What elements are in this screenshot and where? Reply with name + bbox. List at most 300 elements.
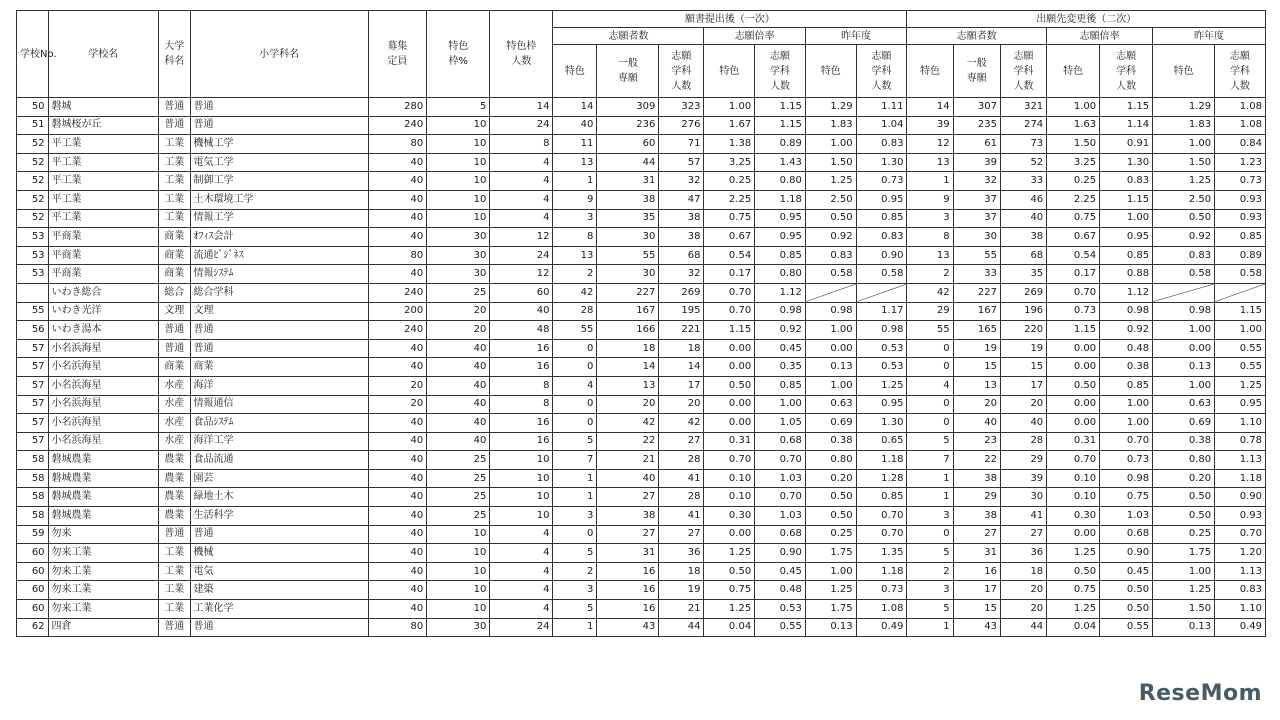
cell-name: 平工業 xyxy=(48,190,158,209)
cell-l1-blank xyxy=(805,283,856,302)
cell-m1: 1.83 xyxy=(1153,116,1215,135)
cell-a2: 13 xyxy=(597,376,659,395)
cell-dept: 商業 xyxy=(159,358,191,377)
cell-a3: 32 xyxy=(659,172,704,191)
cell-sp: 8 xyxy=(490,135,553,154)
cell-l2: 0.85 xyxy=(856,209,907,228)
cell-b1: 5 xyxy=(907,544,953,563)
cell-a1: 5 xyxy=(553,544,597,563)
table-row xyxy=(17,265,1266,284)
cell-m2: 0.58 xyxy=(1215,265,1266,284)
cell-m1: 1.29 xyxy=(1153,98,1215,117)
cell-r1: 0.30 xyxy=(704,507,755,526)
table-row xyxy=(17,395,1266,414)
cell-a3: 38 xyxy=(659,228,704,247)
table-row xyxy=(17,618,1266,637)
cell-m1: 0.20 xyxy=(1153,469,1215,488)
header-last-year-2: 昨年度 xyxy=(1153,28,1266,45)
cell-b2: 16 xyxy=(953,562,1000,581)
header-school-name: 学校名 xyxy=(48,11,158,98)
cell-m2: 0.55 xyxy=(1215,358,1266,377)
header-special-count: 特色枠 人数 xyxy=(490,11,553,98)
cell-sp: 16 xyxy=(490,358,553,377)
cell-m2: 0.93 xyxy=(1215,507,1266,526)
cell-a1: 9 xyxy=(553,190,597,209)
header-capacity: 募集 定員 xyxy=(368,11,427,98)
cell-a2: 27 xyxy=(597,488,659,507)
cell-s2: 0.73 xyxy=(1100,451,1153,470)
cell-m1: 0.50 xyxy=(1153,507,1215,526)
header-total: 志願 学科 人数 xyxy=(755,45,806,98)
cell-pct: 10 xyxy=(427,581,490,600)
cell-sp: 4 xyxy=(490,544,553,563)
cell-r2: 0.80 xyxy=(755,265,806,284)
cell-pct: 10 xyxy=(427,135,490,154)
cell-m1: 0.25 xyxy=(1153,525,1215,544)
cell-b2: 17 xyxy=(953,581,1000,600)
cell-s1: 0.75 xyxy=(1047,581,1100,600)
cell-m1: 1.00 xyxy=(1153,135,1215,154)
cell-r2: 1.15 xyxy=(755,98,806,117)
cell-a3: 195 xyxy=(659,302,704,321)
cell-b1: 5 xyxy=(907,600,953,619)
cell-a2: 16 xyxy=(597,581,659,600)
cell-dept: 農業 xyxy=(159,469,191,488)
table-row xyxy=(17,600,1266,619)
cell-a1: 5 xyxy=(553,600,597,619)
cell-l1: 1.25 xyxy=(805,172,856,191)
cell-s2: 1.15 xyxy=(1100,98,1153,117)
cell-l1: 0.20 xyxy=(805,469,856,488)
cell-s1: 1.00 xyxy=(1047,98,1100,117)
cell-r2: 0.92 xyxy=(755,321,806,340)
cell-pct: 20 xyxy=(427,302,490,321)
cell-a1: 3 xyxy=(553,209,597,228)
cell-b1: 1 xyxy=(907,172,953,191)
cell-course: 電気 xyxy=(190,562,368,581)
table-row xyxy=(17,544,1266,563)
header-ratio-2: 志願倍率 xyxy=(1047,28,1153,45)
cell-m2: 1.25 xyxy=(1215,376,1266,395)
cell-b1: 13 xyxy=(907,153,953,172)
cell-a2: 166 xyxy=(597,321,659,340)
cell-m1: 0.13 xyxy=(1153,618,1215,637)
cell-cap: 240 xyxy=(368,321,427,340)
cell-r1: 0.67 xyxy=(704,228,755,247)
cell-l1: 1.00 xyxy=(805,562,856,581)
cell-m1: 1.00 xyxy=(1153,562,1215,581)
cell-dept: 普通 xyxy=(159,618,191,637)
cell-cap: 40 xyxy=(368,172,427,191)
cell-r2: 0.45 xyxy=(755,339,806,358)
cell-b1: 7 xyxy=(907,451,953,470)
cell-no: 57 xyxy=(17,339,49,358)
cell-l2: 0.83 xyxy=(856,228,907,247)
cell-no: 51 xyxy=(17,116,49,135)
cell-no: 60 xyxy=(17,562,49,581)
cell-a3: 57 xyxy=(659,153,704,172)
cell-no: 62 xyxy=(17,618,49,637)
cell-r2: 1.03 xyxy=(755,469,806,488)
diagonal-slash-icon xyxy=(1215,284,1265,302)
cell-b2: 27 xyxy=(953,525,1000,544)
cell-course: 普通 xyxy=(190,321,368,340)
cell-b2: 227 xyxy=(953,283,1000,302)
cell-m1: 1.50 xyxy=(1153,600,1215,619)
cell-name: 小名浜海星 xyxy=(48,339,158,358)
cell-m2: 0.95 xyxy=(1215,395,1266,414)
cell-a2: 16 xyxy=(597,600,659,619)
cell-s1: 0.70 xyxy=(1047,283,1100,302)
cell-r2: 1.05 xyxy=(755,414,806,433)
cell-l1: 1.50 xyxy=(805,153,856,172)
cell-l2: 0.70 xyxy=(856,525,907,544)
cell-r2: 0.90 xyxy=(755,544,806,563)
cell-a3: 41 xyxy=(659,469,704,488)
cell-r2: 0.68 xyxy=(755,432,806,451)
cell-a1: 13 xyxy=(553,246,597,265)
cell-b3: 274 xyxy=(1000,116,1046,135)
cell-b1: 0 xyxy=(907,525,953,544)
cell-a3: 38 xyxy=(659,209,704,228)
cell-cap: 40 xyxy=(368,507,427,526)
cell-a3: 21 xyxy=(659,600,704,619)
cell-b2: 32 xyxy=(953,172,1000,191)
cell-m2: 1.18 xyxy=(1215,469,1266,488)
cell-a1: 2 xyxy=(553,562,597,581)
cell-a1: 7 xyxy=(553,451,597,470)
cell-name: 磐城 xyxy=(48,98,158,117)
cell-s2: 0.90 xyxy=(1100,544,1153,563)
cell-sp: 10 xyxy=(490,451,553,470)
cell-cap: 40 xyxy=(368,432,427,451)
cell-dept: 普通 xyxy=(159,339,191,358)
cell-a3: 27 xyxy=(659,432,704,451)
cell-m1: 1.50 xyxy=(1153,153,1215,172)
cell-pct: 25 xyxy=(427,283,490,302)
cell-dept: 工業 xyxy=(159,135,191,154)
cell-dept: 農業 xyxy=(159,507,191,526)
cell-m2: 0.73 xyxy=(1215,172,1266,191)
cell-cap: 200 xyxy=(368,302,427,321)
cell-b1: 4 xyxy=(907,376,953,395)
cell-b1: 9 xyxy=(907,190,953,209)
cell-l2: 1.11 xyxy=(856,98,907,117)
cell-dept: 工業 xyxy=(159,209,191,228)
cell-m2: 1.13 xyxy=(1215,562,1266,581)
cell-m1: 0.13 xyxy=(1153,358,1215,377)
cell-l1: 1.00 xyxy=(805,135,856,154)
cell-b3: 17 xyxy=(1000,376,1046,395)
cell-r1: 1.25 xyxy=(704,544,755,563)
cell-l2: 0.95 xyxy=(856,395,907,414)
cell-r2: 0.85 xyxy=(755,376,806,395)
cell-name: 勿来工業 xyxy=(48,581,158,600)
cell-b2: 235 xyxy=(953,116,1000,135)
table-row xyxy=(17,469,1266,488)
cell-name: 平工業 xyxy=(48,153,158,172)
cell-name: 平商業 xyxy=(48,228,158,247)
cell-no: 52 xyxy=(17,190,49,209)
cell-s1: 0.67 xyxy=(1047,228,1100,247)
cell-dept: 普通 xyxy=(159,525,191,544)
cell-r2: 1.15 xyxy=(755,116,806,135)
cell-l1: 0.13 xyxy=(805,358,856,377)
cell-dept: 普通 xyxy=(159,116,191,135)
cell-l2: 1.18 xyxy=(856,451,907,470)
cell-l2: 0.73 xyxy=(856,581,907,600)
cell-r1: 0.75 xyxy=(704,209,755,228)
cell-sp: 10 xyxy=(490,507,553,526)
cell-a2: 30 xyxy=(597,265,659,284)
cell-sp: 24 xyxy=(490,116,553,135)
cell-r1: 0.50 xyxy=(704,376,755,395)
cell-r2: 0.98 xyxy=(755,302,806,321)
cell-name: 勿来工業 xyxy=(48,600,158,619)
header-course: 小学科名 xyxy=(190,11,368,98)
cell-r1: 3.25 xyxy=(704,153,755,172)
header-total: 志願 学科 人数 xyxy=(856,45,907,98)
cell-b3: 68 xyxy=(1000,246,1046,265)
header-univ-dept: 大学 科名 xyxy=(159,11,191,98)
cell-l2: 0.85 xyxy=(856,488,907,507)
cell-b3: 28 xyxy=(1000,432,1046,451)
cell-b1: 0 xyxy=(907,414,953,433)
cell-course: 総合学科 xyxy=(190,283,368,302)
cell-cap: 80 xyxy=(368,618,427,637)
table-row xyxy=(17,562,1266,581)
cell-r2: 0.55 xyxy=(755,618,806,637)
cell-s1: 0.00 xyxy=(1047,358,1100,377)
cell-sp: 16 xyxy=(490,432,553,451)
cell-cap: 240 xyxy=(368,283,427,302)
cell-b3: 30 xyxy=(1000,488,1046,507)
cell-s1: 0.25 xyxy=(1047,172,1100,191)
header-special: 特色 xyxy=(805,45,856,98)
cell-pct: 30 xyxy=(427,228,490,247)
header-group-first: 願書提出後（一次） xyxy=(553,11,907,28)
cell-name: 磐城農業 xyxy=(48,451,158,470)
cell-s2: 0.85 xyxy=(1100,376,1153,395)
header-special: 特色 xyxy=(1047,45,1100,98)
cell-s2: 1.14 xyxy=(1100,116,1153,135)
cell-b1: 1 xyxy=(907,618,953,637)
cell-dept: 水産 xyxy=(159,395,191,414)
cell-sp: 8 xyxy=(490,395,553,414)
cell-no: 57 xyxy=(17,395,49,414)
cell-m1: 1.00 xyxy=(1153,376,1215,395)
cell-m2: 0.78 xyxy=(1215,432,1266,451)
cell-l2: 0.73 xyxy=(856,172,907,191)
cell-b1: 0 xyxy=(907,358,953,377)
cell-sp: 4 xyxy=(490,172,553,191)
cell-cap: 80 xyxy=(368,246,427,265)
cell-b1: 29 xyxy=(907,302,953,321)
cell-pct: 10 xyxy=(427,525,490,544)
table-row xyxy=(17,209,1266,228)
cell-m1: 1.00 xyxy=(1153,321,1215,340)
cell-a2: 18 xyxy=(597,339,659,358)
cell-pct: 40 xyxy=(427,414,490,433)
cell-s2: 1.03 xyxy=(1100,507,1153,526)
cell-l1: 0.00 xyxy=(805,339,856,358)
cell-r1: 1.00 xyxy=(704,98,755,117)
cell-l2: 0.58 xyxy=(856,265,907,284)
cell-sp: 24 xyxy=(490,246,553,265)
cell-l2: 1.30 xyxy=(856,414,907,433)
cell-b3: 27 xyxy=(1000,525,1046,544)
cell-r2: 0.53 xyxy=(755,600,806,619)
cell-course: 海洋工学 xyxy=(190,432,368,451)
table-row xyxy=(17,228,1266,247)
cell-s2: 0.70 xyxy=(1100,432,1153,451)
cell-no: 53 xyxy=(17,228,49,247)
cell-l2: 0.95 xyxy=(856,190,907,209)
cell-r2: 1.18 xyxy=(755,190,806,209)
cell-cap: 40 xyxy=(368,525,427,544)
table-row xyxy=(17,135,1266,154)
cell-r1: 0.50 xyxy=(704,562,755,581)
cell-no: 57 xyxy=(17,414,49,433)
cell-name: 四倉 xyxy=(48,618,158,637)
cell-sp: 4 xyxy=(490,153,553,172)
cell-m1: 0.58 xyxy=(1153,265,1215,284)
cell-l1: 0.69 xyxy=(805,414,856,433)
cell-course: 普通 xyxy=(190,525,368,544)
header-special: 特色 xyxy=(553,45,597,98)
table-row xyxy=(17,451,1266,470)
cell-m1: 0.50 xyxy=(1153,488,1215,507)
cell-m1: 0.00 xyxy=(1153,339,1215,358)
cell-course: 園芸 xyxy=(190,469,368,488)
cell-m2: 1.23 xyxy=(1215,153,1266,172)
cell-r1: 0.04 xyxy=(704,618,755,637)
cell-pct: 10 xyxy=(427,190,490,209)
cell-sp: 10 xyxy=(490,488,553,507)
cell-dept: 水産 xyxy=(159,376,191,395)
cell-no: 58 xyxy=(17,488,49,507)
cell-no: 60 xyxy=(17,600,49,619)
cell-b3: 220 xyxy=(1000,321,1046,340)
cell-a2: 167 xyxy=(597,302,659,321)
header-general: 一般 専願 xyxy=(597,45,659,98)
cell-l2: 0.53 xyxy=(856,358,907,377)
cell-r2: 0.95 xyxy=(755,209,806,228)
cell-m2: 0.93 xyxy=(1215,190,1266,209)
cell-s1: 0.10 xyxy=(1047,469,1100,488)
cell-b1: 42 xyxy=(907,283,953,302)
cell-l2: 0.98 xyxy=(856,321,907,340)
cell-l2-blank xyxy=(856,283,907,302)
cell-m1: 0.38 xyxy=(1153,432,1215,451)
cell-name: 磐城農業 xyxy=(48,507,158,526)
header-ratio-1: 志願倍率 xyxy=(704,28,805,45)
cell-r1: 0.00 xyxy=(704,339,755,358)
cell-b3: 19 xyxy=(1000,339,1046,358)
cell-a2: 16 xyxy=(597,562,659,581)
cell-b3: 39 xyxy=(1000,469,1046,488)
cell-m2: 0.89 xyxy=(1215,246,1266,265)
application-ratio-table xyxy=(16,10,1266,637)
cell-m2: 1.10 xyxy=(1215,414,1266,433)
cell-name: 平商業 xyxy=(48,265,158,284)
header-group-second: 出願先変更後（二次） xyxy=(907,11,1266,28)
cell-r1: 0.70 xyxy=(704,302,755,321)
cell-course: ｵﾌｨｽ会計 xyxy=(190,228,368,247)
cell-no: 58 xyxy=(17,507,49,526)
diagonal-slash-icon xyxy=(806,284,856,302)
cell-no: 57 xyxy=(17,376,49,395)
header-school-no: 学校No. xyxy=(17,11,49,98)
cell-l1: 0.92 xyxy=(805,228,856,247)
cell-l1: 0.58 xyxy=(805,265,856,284)
cell-b1: 12 xyxy=(907,135,953,154)
cell-a3: 269 xyxy=(659,283,704,302)
cell-b3: 52 xyxy=(1000,153,1046,172)
cell-l1: 0.80 xyxy=(805,451,856,470)
cell-sp: 60 xyxy=(490,283,553,302)
cell-a2: 22 xyxy=(597,432,659,451)
table-row xyxy=(17,507,1266,526)
table-row xyxy=(17,321,1266,340)
cell-s2: 0.88 xyxy=(1100,265,1153,284)
cell-a2: 227 xyxy=(597,283,659,302)
cell-m1: 2.50 xyxy=(1153,190,1215,209)
cell-b3: 33 xyxy=(1000,172,1046,191)
cell-r2: 0.80 xyxy=(755,172,806,191)
cell-a3: 17 xyxy=(659,376,704,395)
cell-b3: 20 xyxy=(1000,581,1046,600)
cell-pct: 10 xyxy=(427,600,490,619)
cell-cap: 40 xyxy=(368,469,427,488)
cell-s1: 0.17 xyxy=(1047,265,1100,284)
cell-sp: 48 xyxy=(490,321,553,340)
cell-sp: 8 xyxy=(490,376,553,395)
cell-b1: 3 xyxy=(907,507,953,526)
cell-s2: 0.91 xyxy=(1100,135,1153,154)
cell-a3: 276 xyxy=(659,116,704,135)
cell-m2: 1.15 xyxy=(1215,302,1266,321)
cell-dept: 工業 xyxy=(159,153,191,172)
cell-cap: 40 xyxy=(368,358,427,377)
cell-m2: 0.83 xyxy=(1215,581,1266,600)
cell-r2: 1.12 xyxy=(755,283,806,302)
cell-no: 53 xyxy=(17,265,49,284)
cell-l2: 0.49 xyxy=(856,618,907,637)
cell-s1: 1.50 xyxy=(1047,135,1100,154)
cell-b2: 43 xyxy=(953,618,1000,637)
cell-no: 50 xyxy=(17,98,49,117)
cell-dept: 水産 xyxy=(159,432,191,451)
cell-b3: 38 xyxy=(1000,228,1046,247)
cell-s1: 3.25 xyxy=(1047,153,1100,172)
cell-s2: 1.30 xyxy=(1100,153,1153,172)
cell-b2: 39 xyxy=(953,153,1000,172)
cell-cap: 40 xyxy=(368,209,427,228)
cell-cap: 240 xyxy=(368,116,427,135)
cell-s2: 0.48 xyxy=(1100,339,1153,358)
cell-a3: 20 xyxy=(659,395,704,414)
cell-a1: 55 xyxy=(553,321,597,340)
cell-sp: 4 xyxy=(490,562,553,581)
cell-cap: 40 xyxy=(368,190,427,209)
cell-dept: 工業 xyxy=(159,544,191,563)
cell-pct: 20 xyxy=(427,321,490,340)
cell-a2: 40 xyxy=(597,469,659,488)
cell-r2: 1.43 xyxy=(755,153,806,172)
cell-dept: 商業 xyxy=(159,246,191,265)
cell-no: 52 xyxy=(17,153,49,172)
